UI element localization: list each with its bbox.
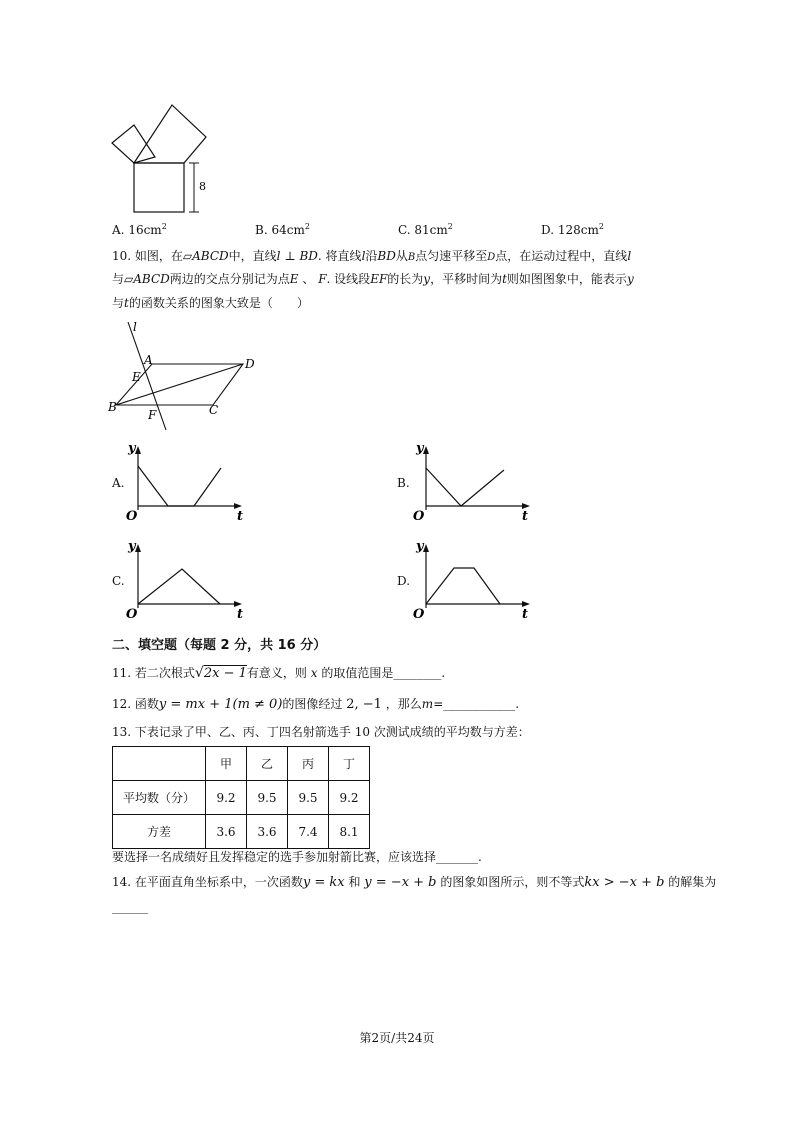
q10-line-3: 与t的函数关系的图象大致是（ ） [112,296,309,310]
svg-text:O: O [126,607,138,622]
q10-graph-b-curve [426,468,504,506]
svg-text:O: O [126,509,138,524]
svg-text:y: y [416,539,424,554]
q9-option-d: D. $128cm^2$ [541,222,604,237]
q14-answer-blank: ______ [112,900,148,914]
svg-text:C: C [209,403,219,417]
svg-text:y: y [128,539,136,554]
q9-option-c: C. $81cm^2$ [398,222,453,237]
q10-line-2: 与▱ABCD两边的交点分别记为点E 、 F. 设线段EF的长为y，平移时间为t则如图图象中，能表示y [112,272,634,286]
q10-graph-a-curve [138,466,221,506]
svg-text:O: O [413,509,425,524]
page-number: 第2页/共24页 [359,1031,435,1045]
q12: 12. 函数y = mx + 1(m ≠ 0)的图像经过 2, −1 ，那么m=____________. [112,697,520,712]
q10-line-1: 10. 如图，在▱ABCD中，直线l ⊥ BD. 将直线l沿BD从B点匀速平移至D点，在运动过程中，直线l [112,249,632,263]
q10-graph-d [412,536,532,626]
table-row: 平均数（分） 9.2 9.5 9.5 9.2 [113,781,370,815]
svg-text:E: E [132,370,141,384]
svg-text:t: t [522,509,529,524]
svg-text:D: D [245,357,255,371]
q10-graph-a [124,438,244,528]
q10-graph-a-letter: A. [112,476,125,490]
q11-radical: √ [194,665,204,681]
q10-graph-c-letter: C. [112,574,125,588]
svg-text:y: y [416,441,424,456]
svg-text:O: O [413,607,425,622]
svg-text:A: A [144,353,153,367]
q10-graph-b [412,438,532,528]
svg-text:F: F [148,408,157,422]
q9-main-square [134,163,184,212]
q10-graph-d-letter: D. [397,574,411,588]
q9-side-label: 8 [199,180,206,193]
q10-parallelogram-figure [108,320,258,430]
svg-text:t: t [237,509,244,524]
table-row: 甲 乙 丙 丁 [113,747,370,781]
svg-text:l: l [133,320,137,334]
q9-squares-figure [110,105,230,215]
q14: 14. 在平面直角坐标系中，一次函数y = kx 和 y = −x + b 的图象如图所示，则不等式kx > −x + b 的解集为 [112,875,717,890]
q13-score-table [112,746,370,849]
q10-graph-c [124,536,244,626]
svg-text:t: t [522,607,529,622]
q9-option-a: A. $16cm^2$ [112,222,167,237]
q13-intro: 13. 下表记录了甲、乙、丙、丁四名射箭选手 10 次测试成绩的平均数与方差： [112,725,530,739]
q13-after: 要选择一名成绩好且发挥稳定的选手参加射箭比赛，应该选择_______. [112,850,482,864]
q11: 11. 若二次根式√2x − 1有意义，则 x 的取值范围是________. [112,665,446,681]
q10-graph-b-letter: B. [397,476,410,490]
svg-text:y: y [128,441,136,456]
section-2-title: 二、填空题（每题 2 分，共 16 分） [112,638,327,653]
svg-text:B: B [108,400,117,414]
q10-graph-c-curve [138,569,220,604]
q9-option-b: B. $64cm^2$ [255,222,310,237]
q9-right-square [134,105,206,163]
svg-text:t: t [237,607,244,622]
table-row: 方差 3.6 3.6 7.4 8.1 [113,815,370,849]
q9-left-square [112,125,155,163]
q10-graph-d-curve [426,568,500,604]
